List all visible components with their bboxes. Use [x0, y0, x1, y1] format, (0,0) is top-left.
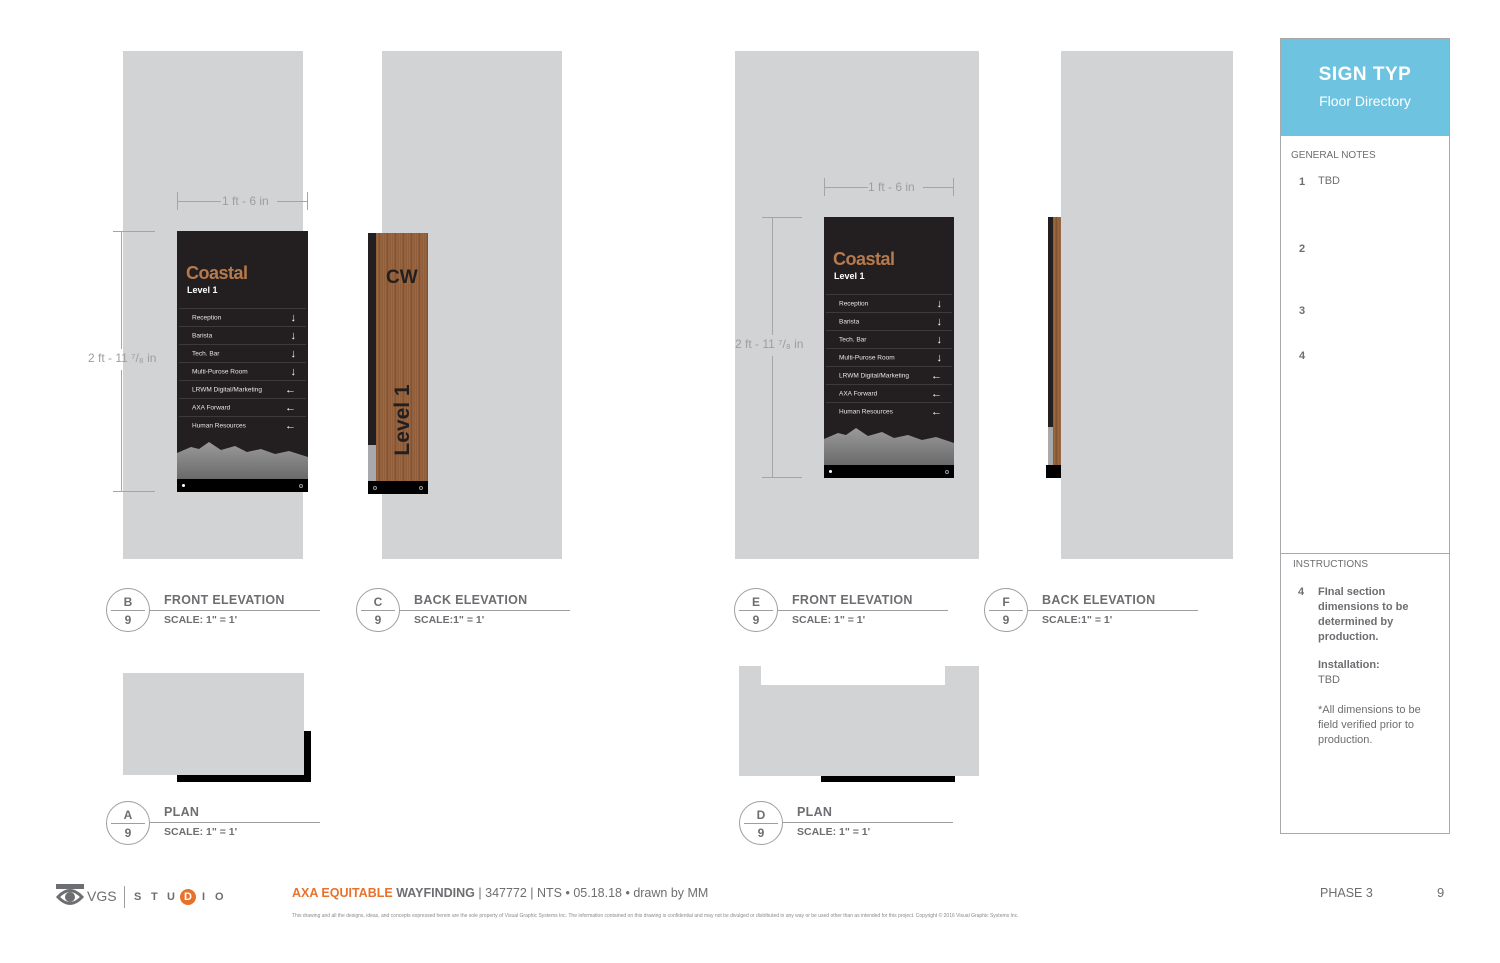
arrow-down-icon: ↓ — [290, 366, 296, 378]
arrow-left-icon: ← — [931, 406, 942, 418]
view-scale-f: SCALE:1" = 1' — [1042, 614, 1113, 626]
project-line — [292, 886, 708, 900]
dim-line — [121, 370, 122, 491]
sign-level: Level 1 — [834, 271, 865, 281]
plan-sign-a — [177, 775, 311, 782]
arrow-left-icon: ← — [931, 388, 942, 400]
sign-base — [368, 481, 428, 494]
directory-row: AXA Forward ← — [826, 384, 952, 403]
directory-row: Barista ↓ — [179, 326, 306, 345]
back-level: Level 1 — [391, 384, 414, 456]
width-dimension: 1 ft - 6 in — [222, 194, 269, 208]
note-number: 3 — [1299, 305, 1306, 317]
view-scale-c: SCALE:1" = 1' — [414, 614, 485, 626]
bubble-divider — [111, 610, 145, 611]
vgs-logo-text: VGS — [87, 888, 117, 904]
view-rule — [150, 610, 320, 611]
plan-sign-edge-a — [304, 731, 311, 782]
bubble-divider — [361, 610, 395, 611]
view-scale-a: SCALE: 1" = 1' — [164, 826, 238, 838]
note-text: TBD — [1318, 175, 1340, 187]
note-number: 2 — [1299, 243, 1306, 255]
directory-list — [177, 308, 308, 436]
directory-row: Barista ↓ — [826, 312, 952, 331]
directory-row: LRWM Digital/Marketing ← — [179, 380, 306, 399]
dim-line — [277, 201, 307, 202]
sign-level: Level 1 — [187, 285, 218, 295]
arrow-down-icon: ↓ — [290, 312, 296, 324]
arrow-down-icon: ↓ — [290, 348, 296, 360]
sign-base — [1046, 465, 1061, 478]
dim-line — [772, 217, 773, 335]
sign-base — [177, 479, 308, 492]
view-bubble-f: F 9 — [984, 588, 1028, 632]
directory-row: Multi-Purose Room ↓ — [826, 348, 952, 367]
panel-divider — [1281, 553, 1449, 554]
plan-wall-d-left — [739, 666, 761, 776]
dim-line — [923, 187, 953, 188]
directory-row: Tech. Bar ↓ — [826, 330, 952, 349]
base-dot — [945, 470, 949, 474]
front-sign-b — [177, 231, 308, 492]
view-scale-b: SCALE: 1" = 1' — [164, 614, 238, 626]
studio-letter: I — [202, 891, 206, 903]
back-sign-c — [368, 233, 428, 494]
arrow-down-icon: ↓ — [936, 316, 942, 328]
back-code: CW — [386, 267, 418, 288]
plan-wall-d-right — [945, 666, 979, 776]
view-rule — [778, 610, 948, 611]
dim-line — [121, 231, 122, 349]
view-bubble-c: C 9 — [356, 588, 400, 632]
dim-line — [177, 201, 221, 202]
instruction-number: 4 — [1298, 586, 1305, 598]
dim-tick — [762, 217, 802, 218]
back-sign-f — [1046, 217, 1061, 478]
dim-line — [772, 356, 773, 477]
dim-line — [824, 187, 868, 188]
plan-wall-d-center — [761, 685, 945, 776]
view-bubble-b: B 9 — [106, 588, 150, 632]
directory-row: AXA Forward ← — [179, 398, 306, 417]
studio-letter: T — [151, 891, 158, 903]
mountain-graphic — [177, 439, 308, 479]
studio-letter: S — [134, 891, 142, 903]
directory-list — [824, 294, 954, 422]
instructions-heading: INSTRUCTIONS — [1293, 559, 1368, 570]
view-title-c: BACK ELEVATION — [414, 593, 528, 607]
dimension-disclaimer: *All dimensions to be field verified prior to production. — [1318, 704, 1421, 746]
mountain-graphic — [824, 425, 954, 465]
arrow-down-icon: ↓ — [290, 330, 296, 342]
sign-base — [824, 465, 954, 478]
sign-brand: Coastal — [186, 263, 248, 283]
copyright-notice: This drawing and all the designs, ideas, and concepts expressed herein are the sole property of Visual Graphic Systems Inc. The information contained on this drawing is confidential and may not be divulged or distributed in any way or be used other than as intended for this project. Copyright © 2016 Visual Graphic Systems Inc. — [292, 913, 1019, 919]
base-dot — [373, 486, 377, 490]
front-sign-e — [824, 217, 954, 478]
directory-row: Reception ↓ — [179, 308, 306, 327]
view-rule — [1028, 610, 1198, 611]
project-info: | 347772 | NTS • 05.18.18 • drawn by MM — [478, 886, 709, 900]
arrow-left-icon: ← — [285, 402, 296, 414]
wood-panel — [1053, 217, 1061, 465]
view-title-e: FRONT ELEVATION — [792, 593, 913, 607]
dim-tick — [762, 477, 802, 478]
base-dot — [182, 484, 185, 487]
bubble-divider — [739, 610, 773, 611]
arrow-left-icon: ← — [931, 370, 942, 382]
instruction-text: FInal section dimensions to be determined by production. — [1318, 586, 1409, 643]
view-scale-d: SCALE: 1" = 1' — [797, 826, 871, 838]
base-dot — [419, 486, 423, 490]
bubble-divider — [989, 610, 1023, 611]
view-bubble-d: D 9 — [739, 801, 783, 845]
view-bubble-a: A 9 — [106, 801, 150, 845]
view-rule — [783, 822, 953, 823]
directory-row: Tech. Bar ↓ — [179, 344, 306, 363]
arrow-down-icon: ↓ — [936, 334, 942, 346]
view-rule — [400, 610, 570, 611]
view-title-a: PLAN — [164, 805, 200, 819]
sign-edge-metal — [368, 445, 376, 481]
view-bubble-e: E 9 — [734, 588, 778, 632]
general-notes-heading: GENERAL NOTES — [1291, 150, 1376, 161]
dim-tick — [113, 231, 155, 232]
view-rule — [150, 822, 320, 823]
panel-title: SIGN TYP — [1318, 64, 1412, 85]
base-dot — [299, 484, 303, 488]
plan-sign-d — [821, 776, 955, 782]
arrow-down-icon: ↓ — [936, 352, 942, 364]
view-title-d: PLAN — [797, 805, 833, 819]
view-title-f: BACK ELEVATION — [1042, 593, 1156, 607]
bubble-divider — [111, 823, 145, 824]
vgs-logo — [56, 882, 226, 912]
arrow-down-icon: ↓ — [936, 298, 942, 310]
note-number: 4 — [1299, 350, 1306, 362]
height-dimension: 2 ft - 11 ⁷/₈ in — [735, 337, 804, 351]
page-number: 9 — [1437, 885, 1445, 900]
sign-edge — [368, 233, 376, 481]
bubble-divider — [744, 823, 778, 824]
directory-row: Human Resources ← — [826, 402, 952, 421]
dim-tick — [307, 192, 308, 210]
arrow-left-icon: ← — [285, 384, 296, 396]
directory-row: Multi-Purose Room ↓ — [179, 362, 306, 381]
panel-header — [1281, 39, 1449, 136]
note-number: 1 — [1299, 176, 1306, 188]
installation-label: Installation: — [1318, 659, 1380, 671]
width-dimension: 1 ft - 6 in — [868, 180, 915, 194]
wall-back-right — [1061, 51, 1233, 559]
studio-letter: O — [215, 891, 224, 903]
directory-row: Human Resources ← — [179, 416, 306, 435]
directory-row: Reception ↓ — [826, 294, 952, 313]
view-scale-e: SCALE: 1" = 1' — [792, 614, 866, 626]
phase-label: PHASE 3 — [1320, 886, 1373, 900]
plan-wall-a — [123, 673, 304, 775]
directory-row: LRWM Digital/Marketing ← — [826, 366, 952, 385]
logo-divider — [124, 886, 125, 908]
studio-letter: U — [167, 891, 175, 903]
dim-tick — [113, 491, 155, 492]
dim-tick — [953, 178, 954, 196]
project-type: WAYFINDING — [396, 886, 475, 900]
eye-logo-icon — [56, 884, 84, 910]
sign-brand: Coastal — [833, 249, 895, 269]
panel-subtitle: Floor Directory — [1319, 93, 1411, 109]
view-title-b: FRONT ELEVATION — [164, 593, 285, 607]
installation-value: TBD — [1318, 674, 1340, 686]
base-dot — [829, 470, 832, 473]
arrow-left-icon: ← — [285, 420, 296, 432]
studio-letter-accent: D — [180, 889, 196, 905]
height-dimension: 2 ft - 11 ⁷/₈ in — [88, 351, 157, 365]
info-panel — [1280, 38, 1450, 834]
project-client: AXA EQUITABLE — [292, 886, 393, 900]
